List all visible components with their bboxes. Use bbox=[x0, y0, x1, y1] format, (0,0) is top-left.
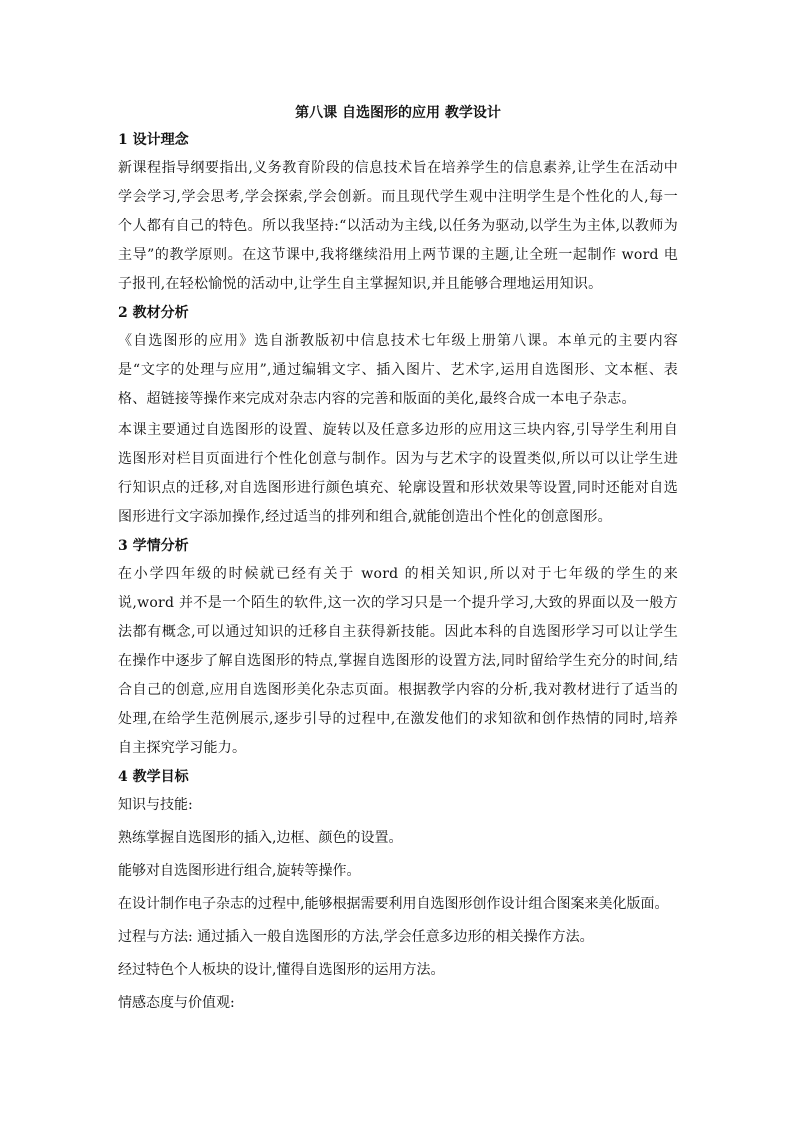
document-title: 第八课 自选图形的应用 教学设计 bbox=[295, 105, 501, 121]
objective-line: 情感态度与价值观: bbox=[118, 995, 235, 1011]
section-teaching-objectives bbox=[118, 765, 678, 1018]
objective-line: 知识与技能: bbox=[118, 797, 193, 813]
paragraph: 在小学四年级的时候就已经有关于 word 的相关知识,所以对于七年级的学生的来说,word 并不是一个陌生的软件,这一次的学习只是一个提升学习,大致的界面以及一般方法都有概念,可以通过知识的迁移自主获得新技能。因此本科的自选图形学习可以让学生在操作中逐步了解自选图形的特点,掌握自选图形的设置方法,同时留给学生充分的时间,结合自己的创意,应用自选图形美化杂志页面。根据教学内容的分析,我对教材进行了适当的处理,在给学生范例展示,逐步引导的过程中,在激发他们的求知欲和创作热情的同时,培养自主探究学习能力。 bbox=[118, 566, 678, 756]
objective-line: 经过特色个人板块的设计,懂得自选图形的运用方法。 bbox=[118, 962, 445, 978]
section-heading: 3 学情分析 bbox=[118, 538, 189, 554]
section-heading: 1 设计理念 bbox=[118, 132, 189, 148]
objective-line: 熟练掌握自选图形的插入,边框、颜色的设置。 bbox=[118, 830, 403, 846]
section-learner-analysis bbox=[118, 534, 678, 763]
paragraph: 新课程指导纲要指出,义务教育阶段的信息技术旨在培养学生的信息素养,让学生在活动中学会学习,学会思考,学会探索,学会创新。而且现代学生观中注明学生是个性化的人,每一个人都有自己的特色。所以我坚持:“以活动为主线,以任务为驱动,以学生为主体,以教师为主导”的教学原则。在这节课中,我将继续沿用上两节课的主题,让全班一起制作 word 电子报刊,在轻松愉悦的活动中,让学生自主掌握知识,并且能够合理地运用知识。 bbox=[118, 160, 678, 292]
section-heading: 2 教材分析 bbox=[118, 305, 189, 321]
section-design-concept bbox=[118, 128, 678, 299]
paragraph: 本课主要通过自选图形的设置、旋转以及任意多边形的应用这三块内容,引导学生利用自选图形对栏目页面进行个性化创意与制作。因为与艺术字的设置类似,所以可以让学生进行知识点的迁移,对自选图形进行颜色填充、轮廓设置和形状效果等设置,同时还能对自选图形进行文字添加操作,经过适当的排列和组合,就能创造出个性化的创意图形。 bbox=[118, 422, 678, 525]
document-body bbox=[118, 100, 678, 1022]
objective-line: 能够对自选图形进行组合,旋转等操作。 bbox=[118, 863, 361, 879]
section-heading: 4 教学目标 bbox=[118, 769, 189, 785]
paragraph: 《自选图形的应用》选自浙教版初中信息技术七年级上册第八课。本单元的主要内容是“文字的处理与应用”,通过编辑文字、插入图片、艺术字,运用自选图形、文本框、表格、超链接等操作来完成对杂志内容的完善和版面的美化,最终合成一本电子杂志。 bbox=[118, 333, 678, 407]
objective-line: 过程与方法: 通过插入一般自选图形的方法,学会任意多边形的相关操作方法。 bbox=[118, 929, 594, 945]
objective-line: 在设计制作电子杂志的过程中,能够根据需要利用自选图形创作设计组合图案来美化版面。 bbox=[118, 896, 669, 912]
section-textbook-analysis bbox=[118, 301, 678, 532]
